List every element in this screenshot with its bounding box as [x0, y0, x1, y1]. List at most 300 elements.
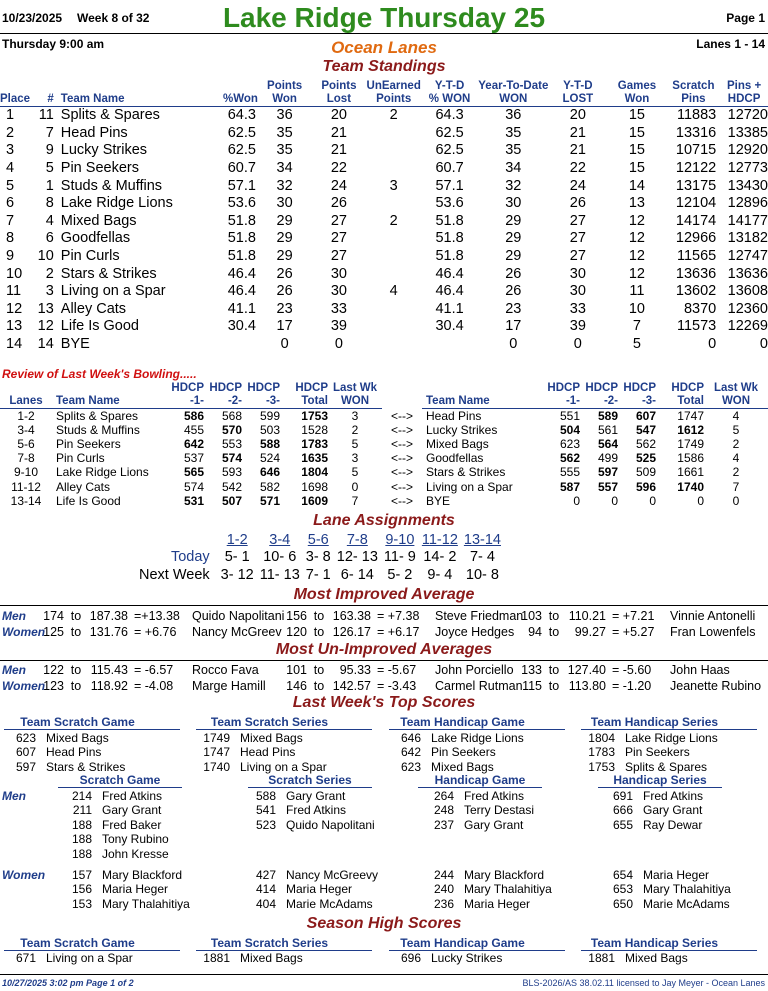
standings-cell: 9	[6, 248, 15, 265]
rv-col-total-b-l2: Total	[677, 395, 704, 407]
average-field: Rocco Fava	[192, 663, 259, 677]
lane-today-match: 7- 4	[469, 549, 495, 565]
score-name: Maria Heger	[286, 882, 353, 897]
standings-cell: 2	[45, 265, 54, 282]
score-value: 655	[612, 817, 633, 832]
standings-cell: 35	[276, 124, 293, 141]
score-entry	[192, 951, 303, 965]
standings-cell: 15	[628, 160, 645, 177]
score-entry	[385, 951, 502, 965]
score-value: 588	[255, 789, 276, 803]
review-lanes: 7-8	[17, 451, 35, 466]
average-entry	[520, 625, 755, 639]
standings-cell: 21	[569, 142, 586, 159]
review-a-cell: 1753	[301, 409, 328, 424]
average-entry	[520, 663, 730, 677]
lane-next-row	[136, 566, 504, 584]
review-b-cell: Mixed Bags	[426, 437, 489, 452]
standings-cell: 10	[628, 300, 645, 317]
review-b-cell: 1747	[677, 409, 704, 424]
review-a-cell: 568	[221, 409, 242, 424]
score-value: 642	[400, 745, 421, 760]
standings-row	[0, 318, 768, 336]
average-field: 115	[522, 679, 542, 693]
standings-cell: 57.1	[435, 177, 464, 194]
average-field: 95.33	[339, 663, 371, 677]
score-name: Fred Atkins	[464, 789, 525, 803]
score-entry	[56, 868, 182, 882]
standings-cell: 62.5	[435, 124, 464, 141]
standings-cell: Studs & Muffins	[60, 177, 163, 194]
standings-cell	[367, 336, 421, 354]
lane-next-match: 10- 8	[465, 567, 499, 583]
score-entry	[577, 731, 718, 745]
score-value: 597	[15, 759, 36, 774]
review-a-cell: 3	[351, 409, 359, 424]
standings-cell: 26	[276, 283, 293, 300]
standings-cell: 26	[569, 195, 586, 212]
standings-cell: 12360	[727, 300, 768, 317]
score-value: 671	[15, 951, 36, 965]
score-entry	[56, 897, 190, 911]
lane-next-match: 11- 13	[259, 567, 300, 583]
standings-cell: 12920	[727, 142, 768, 159]
score-entry	[418, 897, 530, 911]
lane-today-row	[136, 548, 504, 566]
review-a-cell: Splits & Spares	[56, 409, 139, 424]
standings-cell: 15	[628, 107, 645, 124]
score-value: 623	[400, 759, 421, 774]
score-value: 240	[433, 882, 454, 897]
lane-next-match: 7- 1	[305, 567, 331, 583]
standings-cell: 29	[505, 212, 522, 229]
score-entry	[597, 818, 702, 832]
col-pts-lost-l1: Points	[321, 80, 357, 92]
col-pts-won-l1: Points	[267, 80, 303, 92]
lane-pair-header: 3-4	[269, 532, 291, 548]
score-category-header: Team Scratch Game	[20, 715, 135, 729]
standings-cell: 0	[759, 336, 768, 353]
review-table	[0, 382, 768, 508]
review-vs: <-->	[390, 493, 413, 508]
standings-cell: 13182	[727, 230, 768, 247]
standings-cell: 10	[6, 265, 23, 282]
rv-col-g2-b-l1: HDCP	[585, 382, 618, 394]
average-field: = -3.43	[377, 679, 417, 693]
score-value: 237	[433, 817, 454, 832]
standings-table	[0, 80, 768, 353]
standings-cell: 10	[37, 248, 54, 265]
standings-cell: 35	[505, 124, 522, 141]
top-men-label: Men	[2, 789, 26, 803]
lane-next-match: 9- 4	[427, 567, 453, 583]
average-field: 123	[43, 679, 64, 693]
standings-cell: 30	[569, 265, 586, 282]
col-ytd-lost-l1: Y-T-D	[563, 80, 593, 92]
average-field: to	[313, 625, 325, 639]
standings-cell: 35	[276, 142, 293, 159]
standings-cell: 17	[505, 318, 522, 335]
standings-cell: 30.4	[227, 318, 256, 335]
average-field: Joyce Hedges	[435, 625, 515, 639]
average-field: Fran Lowenfels	[670, 625, 756, 639]
standings-cell: 12269	[727, 318, 768, 335]
score-value: 188	[71, 846, 92, 861]
standings-cell: Life Is Good	[60, 318, 139, 335]
standings-cell: 41.1	[435, 300, 464, 317]
standings-cell: 13602	[675, 283, 717, 300]
score-entry	[56, 789, 162, 803]
unimproved-women-label: Women	[2, 679, 46, 693]
review-b-cell: 596	[635, 479, 656, 494]
standings-cell: 12720	[727, 107, 768, 124]
review-a-cell: 1609	[301, 493, 328, 508]
score-entry	[385, 760, 494, 774]
score-entry	[418, 818, 523, 832]
score-entry	[385, 745, 496, 759]
score-name: Splits & Spares	[625, 759, 708, 774]
standings-cell: 13	[628, 195, 645, 212]
score-value: 653	[612, 882, 633, 897]
average-field: 101	[286, 663, 307, 677]
rv-col-won-a-l2: WON	[340, 395, 370, 407]
average-field: Nancy McGreev	[192, 625, 282, 639]
footer-rule	[0, 974, 768, 975]
review-b-cell: 7	[732, 479, 740, 494]
review-b-cell: 2	[732, 465, 740, 480]
standings-cell: 9	[45, 142, 54, 159]
average-field: 113.80	[568, 679, 606, 693]
score-name: Mixed Bags	[431, 759, 494, 774]
score-value: 1740	[203, 759, 230, 774]
review-a-cell: 582	[259, 479, 280, 494]
col-place: Place	[0, 80, 30, 107]
standings-cell: 5	[6, 177, 15, 194]
rv-col-won-a-l1: Last Wk	[332, 382, 378, 394]
review-a-cell: 593	[221, 465, 242, 480]
score-value: 211	[72, 803, 92, 818]
standings-cell: 12104	[675, 195, 717, 212]
standings-cell: 12	[628, 212, 645, 229]
standings-cell: 30	[505, 195, 522, 212]
average-entry	[285, 625, 514, 639]
score-category-header: Team Scratch Series	[210, 715, 329, 729]
average-field: to	[313, 609, 325, 623]
col-pct: %Won	[203, 80, 258, 107]
standings-cell: 7	[6, 212, 15, 229]
review-a-cell: 503	[259, 423, 280, 438]
review-a-cell: 1635	[301, 451, 328, 466]
col-pts-won	[258, 80, 311, 107]
score-entry	[192, 760, 327, 774]
standings-cell	[203, 336, 258, 354]
score-name: Gary Grant	[464, 817, 524, 832]
score-value: 427	[255, 868, 276, 882]
score-name: Terry Destasi	[464, 803, 535, 818]
standings-cell: 32	[505, 177, 522, 194]
score-name: Fred Atkins	[102, 789, 163, 803]
lane-head-spacer	[136, 532, 218, 548]
standings-cell: 5	[45, 160, 54, 177]
rv-col-won-b-l1: Last Wk	[713, 382, 759, 394]
score-category-header: Handicap Series	[613, 773, 707, 787]
col-games-l2: Won	[624, 93, 650, 105]
standings-cell: 26	[505, 265, 522, 282]
standings-cell: 51.8	[435, 212, 464, 229]
lane-pair-header: 13-14	[463, 532, 501, 548]
score-name: Mixed Bags	[46, 731, 109, 745]
col-ytd-lost	[548, 80, 607, 107]
improved-rule	[0, 605, 768, 606]
standings-row	[0, 283, 768, 301]
average-entry	[42, 663, 259, 677]
average-field: = -6.57	[134, 663, 174, 677]
standings-cell: 1	[6, 107, 15, 124]
rv-col-total-a-l2: Total	[301, 395, 328, 407]
review-b-cell: Goodfellas	[426, 451, 484, 466]
standings-row	[0, 301, 768, 319]
review-lanes: 13-14	[10, 493, 42, 508]
average-field: 163.38	[332, 609, 371, 623]
average-field: 156	[286, 609, 307, 623]
standings-cell: 32	[276, 177, 293, 194]
standings-cell	[367, 265, 421, 283]
standings-cell: 30	[569, 283, 586, 300]
average-field: 118.92	[90, 679, 128, 693]
rv-col-won-b-l2: WON	[721, 395, 751, 407]
score-category-rule	[58, 787, 182, 788]
score-entry	[0, 760, 125, 774]
score-value: 623	[15, 731, 36, 745]
standings-cell: 27	[569, 248, 586, 265]
lanes-range: Lanes 1 - 14	[696, 37, 765, 51]
average-field: = -5.67	[377, 663, 417, 677]
review-title: Review of Last Week's Bowling.....	[2, 367, 197, 381]
average-entry	[42, 609, 284, 623]
average-field: 115.43	[90, 663, 128, 677]
standings-cell: 20	[330, 107, 347, 124]
average-field: 99.27	[574, 625, 606, 639]
league-title: Lake Ridge Thursday 25	[222, 2, 546, 33]
score-entry	[56, 803, 161, 817]
standings-cell: 62.5	[227, 142, 256, 159]
day-time: Thursday 9:00 am	[2, 37, 105, 51]
lane-today-match: 14- 2	[423, 549, 457, 565]
review-b-cell: 0	[732, 493, 740, 508]
standings-cell: 53.6	[435, 195, 464, 212]
standings-cell: 21	[569, 124, 586, 141]
lane-today-match: 11- 9	[383, 549, 416, 565]
standings-cell: 11	[38, 107, 54, 124]
standings-cell: 11	[629, 283, 645, 300]
rv-col-g2-b	[580, 382, 618, 409]
standings-cell: 13385	[727, 124, 768, 141]
score-entry	[577, 745, 690, 759]
review-a-cell: 646	[259, 465, 280, 480]
standings-cell: 35	[505, 142, 522, 159]
col-ytd-pct-l1: Y-T-D	[434, 80, 465, 92]
score-category-rule	[389, 729, 565, 730]
average-field: to	[70, 625, 82, 639]
score-name: Marie McAdams	[286, 896, 373, 911]
score-name: Gary Grant	[102, 803, 162, 818]
review-a-cell: Lake Ridge Lions	[56, 465, 149, 480]
average-entry	[520, 679, 761, 693]
score-entry	[597, 897, 730, 911]
standings-cell: 0	[573, 336, 582, 353]
average-field: 127.40	[567, 663, 606, 677]
review-a-cell: 588	[259, 437, 280, 452]
rv-col-total-b	[656, 382, 704, 409]
col-ytd-won	[478, 80, 548, 107]
standings-cell: 5	[632, 336, 641, 353]
standings-cell: 23	[276, 300, 293, 317]
standings-cell: 0	[334, 336, 343, 353]
average-field: 187.38	[89, 609, 128, 623]
score-entry	[418, 882, 552, 896]
score-entry	[597, 789, 703, 803]
col-hdcp-l2: HDCP	[727, 93, 761, 105]
lane-today-match: 10- 6	[263, 549, 297, 565]
rv-col-g1-a	[170, 382, 204, 409]
standings-cell: 8	[6, 230, 15, 247]
unimproved-men-label: Men	[2, 663, 26, 677]
score-name: Tony Rubino	[102, 832, 169, 847]
season-high-title: Season High Scores	[306, 915, 462, 932]
standings-cell: 11	[6, 283, 22, 300]
lane-today-match: 3- 8	[305, 549, 331, 565]
rv-col-team-a: Team Name	[52, 382, 170, 409]
review-b-cell: 562	[559, 451, 580, 466]
top-women-label: Women	[2, 868, 46, 882]
standings-row	[0, 213, 768, 231]
score-name: Ray Dewar	[643, 817, 703, 832]
review-lanes: 9-10	[13, 465, 39, 480]
standings-cell: 20	[569, 107, 586, 124]
score-value: 264	[433, 789, 454, 803]
standings-cell: 51.8	[227, 230, 256, 247]
standings-cell: Mixed Bags	[60, 212, 137, 229]
score-name: Mary Blackford	[464, 868, 545, 882]
next-week-label: Next Week	[139, 567, 210, 583]
review-row	[0, 437, 768, 451]
standings-cell: 12896	[727, 195, 768, 212]
standings-cell: 14	[6, 336, 23, 353]
rv-col-won-b	[704, 382, 768, 409]
review-b-cell: 557	[597, 479, 618, 494]
score-name: Mary Blackford	[102, 868, 183, 882]
review-vs: <-->	[390, 423, 413, 438]
standings-cell: 26	[505, 283, 522, 300]
score-name: Pin Seekers	[625, 745, 690, 760]
standings-cell: 29	[276, 230, 293, 247]
score-name: Mary Thalahitiya	[464, 882, 552, 897]
review-row	[0, 451, 768, 465]
standings-cell: Living on a Spar	[60, 283, 166, 300]
average-field: to	[548, 625, 560, 639]
score-name: Gary Grant	[643, 803, 703, 818]
standings-cell: 7	[632, 318, 641, 335]
standings-cell: 27	[330, 212, 347, 229]
score-category-header: Team Handicap Series	[590, 715, 719, 729]
score-category-header: Team Scratch Series	[210, 936, 329, 950]
improved-men-label: Men	[2, 609, 26, 623]
rv-col-g1-a-l2: -1-	[189, 395, 204, 407]
score-name: Lake Ridge Lions	[431, 731, 524, 745]
score-entry	[418, 868, 544, 882]
standings-cell: 12122	[675, 160, 717, 177]
standings-cell: 0	[509, 336, 518, 353]
score-value: 188	[71, 832, 92, 847]
standings-cell: Pin Curls	[60, 248, 120, 265]
average-field: John Haas	[670, 663, 730, 677]
rv-col-g3-a-l1: HDCP	[247, 382, 280, 394]
col-scratch-l2: Pins	[681, 93, 706, 105]
col-pts-won-l2: Won	[272, 93, 297, 105]
standings-cell: 23	[505, 300, 522, 317]
review-a-cell: 599	[259, 409, 280, 424]
standings-cell: 22	[330, 160, 347, 177]
review-a-cell: Life Is Good	[56, 493, 121, 508]
average-field: 103	[521, 609, 542, 623]
rv-col-g2-b-l2: -2-	[603, 395, 618, 407]
score-name: Fred Baker	[102, 817, 162, 832]
standings-cell: 6	[6, 195, 15, 212]
score-value: 214	[71, 789, 92, 803]
col-pts-lost-l2: Lost	[326, 93, 352, 105]
average-field: to	[548, 663, 560, 677]
standings-cell: 36	[276, 107, 293, 124]
rv-col-vs	[382, 382, 422, 409]
review-b-cell: 564	[597, 437, 618, 452]
score-entry	[0, 731, 109, 745]
standings-cell: 8370	[683, 300, 717, 317]
standings-cell: 46.4	[227, 283, 256, 300]
score-entry	[418, 803, 534, 817]
score-value: 666	[612, 803, 633, 818]
score-entry	[0, 745, 101, 759]
average-field: Quido Napolitani	[192, 609, 285, 623]
standings-cell: 39	[330, 318, 347, 335]
score-name: Nancy McGreevy	[286, 868, 379, 882]
review-a-cell: 553	[221, 437, 242, 452]
top-scores-title: Last Week's Top Scores	[292, 694, 476, 711]
standings-cell: 29	[276, 212, 293, 229]
review-b-cell: 5	[732, 423, 740, 438]
average-field: = +7.21	[612, 609, 655, 623]
standings-cell: Pin Seekers	[60, 160, 139, 177]
score-name: Maria Heger	[102, 882, 169, 897]
standings-cell: Stars & Strikes	[60, 265, 157, 282]
standings-cell	[367, 125, 421, 143]
score-value: 646	[400, 731, 421, 745]
standings-cell: 13636	[727, 265, 768, 282]
page-number: Page 1	[726, 11, 765, 25]
score-category-rule	[4, 729, 180, 730]
standings-cell: 13608	[727, 283, 768, 300]
standings-row	[0, 107, 768, 125]
col-hdcp	[720, 80, 768, 107]
score-name: Pin Seekers	[431, 745, 496, 760]
score-value: 654	[612, 868, 633, 882]
review-b-cell: 1740	[677, 479, 704, 494]
review-a-cell: Pin Seekers	[56, 437, 121, 452]
review-a-cell: 565	[183, 465, 204, 480]
review-a-cell: Alley Cats	[56, 479, 111, 494]
score-value: 1804	[588, 731, 615, 745]
score-entry	[240, 818, 375, 832]
average-field: Steve Friedman	[435, 609, 524, 623]
